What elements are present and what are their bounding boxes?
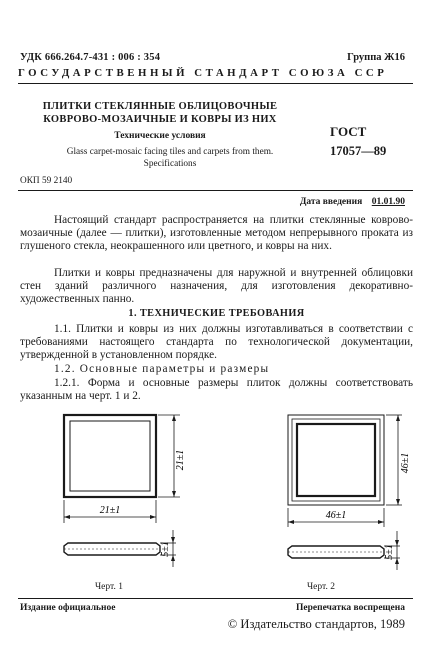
tile-inner-outline bbox=[70, 421, 150, 491]
subtitle: Технические условия bbox=[114, 131, 206, 141]
okp-code: ОКП 59 2140 bbox=[20, 176, 73, 186]
tile-outer-outline bbox=[64, 415, 156, 497]
date-label: Дата введения bbox=[299, 197, 363, 207]
section-heading: 1. ТЕХНИЧЕСКИЕ ТРЕБОВАНИЯ bbox=[128, 308, 305, 319]
clause-1-1: 1.1. Плитки и ковры из них должны изготавливаться в соответствии с требованиями настоящего стандарта по технологической документации, утвержденной в установленном порядке. bbox=[20, 323, 413, 362]
state-standard-heading: ГОСУДАРСТВЕННЫЙ СТАНДАРТ СОЮЗА ССР bbox=[18, 67, 388, 79]
english-title-line-1: Glass carpet-mosaic facing tiles and carpets from them. bbox=[66, 147, 274, 157]
gost-label: ГОСТ bbox=[330, 124, 367, 139]
intro-paragraph-2: Плитки и ковры предназначены для наружной и внутренней облицовки стен зданий различного назначения, для изготовления декоративно-художественных панно. bbox=[20, 267, 413, 306]
udk-code: УДК 666.264.7-431 : 006 : 354 bbox=[20, 52, 161, 63]
introduction-date bbox=[300, 197, 405, 207]
title-rule bbox=[18, 190, 413, 191]
english-title bbox=[20, 146, 320, 170]
figure-2-caption: Черт. 2 bbox=[307, 582, 335, 592]
reprint-prohibited-note: Перепечатка воспрещена bbox=[295, 603, 405, 613]
footer-rule bbox=[18, 598, 413, 599]
fig2-height-dimension: 46±1 bbox=[400, 452, 411, 474]
fig1-height-dimension: 21±1 bbox=[175, 449, 186, 471]
clause-1-2-1: 1.2.1. Форма и основные размеры плиток должны соответствовать указанным на черт. 1 и 2. bbox=[20, 377, 413, 403]
title-line-2: КОВРОВО-МОЗАИЧНЫЕ И КОВРЫ ИЗ НИХ bbox=[43, 114, 277, 125]
document-title bbox=[20, 100, 300, 126]
clause-1-2: 1.2. Основные параметры и размеры bbox=[54, 363, 270, 375]
figure-2-drawing bbox=[262, 405, 422, 580]
header-rule bbox=[18, 83, 413, 84]
fig2-thickness-dimension: 5±1 bbox=[384, 544, 395, 560]
date-value: 01.01.90 bbox=[371, 197, 405, 207]
title-line-1: ПЛИТКИ СТЕКЛЯННЫЕ ОБЛИЦОВОЧНЫЕ bbox=[42, 101, 278, 112]
intro-paragraph-1: Настоящий стандарт распространяется на плитки стеклянные коврово-мозаичные (далее — плитки), изготовленные методом непрерывного проката из глушеного стекла, неокрашенного или цветного, и ковры на них. bbox=[20, 214, 413, 253]
fig2-width-dimension: 46±1 bbox=[325, 510, 347, 521]
english-title-line-2: Specifications bbox=[143, 159, 197, 169]
gost-number: 17057—89 bbox=[330, 144, 387, 158]
tile-outer-outline bbox=[288, 415, 384, 505]
copyright-notice: © Издательство стандартов, 1989 bbox=[227, 617, 405, 631]
tile-inner-outline bbox=[297, 424, 375, 496]
figure-1-caption: Черт. 1 bbox=[95, 582, 123, 592]
fig1-width-dimension: 21±1 bbox=[99, 505, 121, 516]
figure-1-drawing bbox=[40, 405, 200, 580]
official-edition-note: Издание официальное bbox=[20, 603, 116, 613]
group-code: Группа Ж16 bbox=[347, 52, 405, 63]
fig1-thickness-dimension: 5±1 bbox=[160, 541, 171, 557]
